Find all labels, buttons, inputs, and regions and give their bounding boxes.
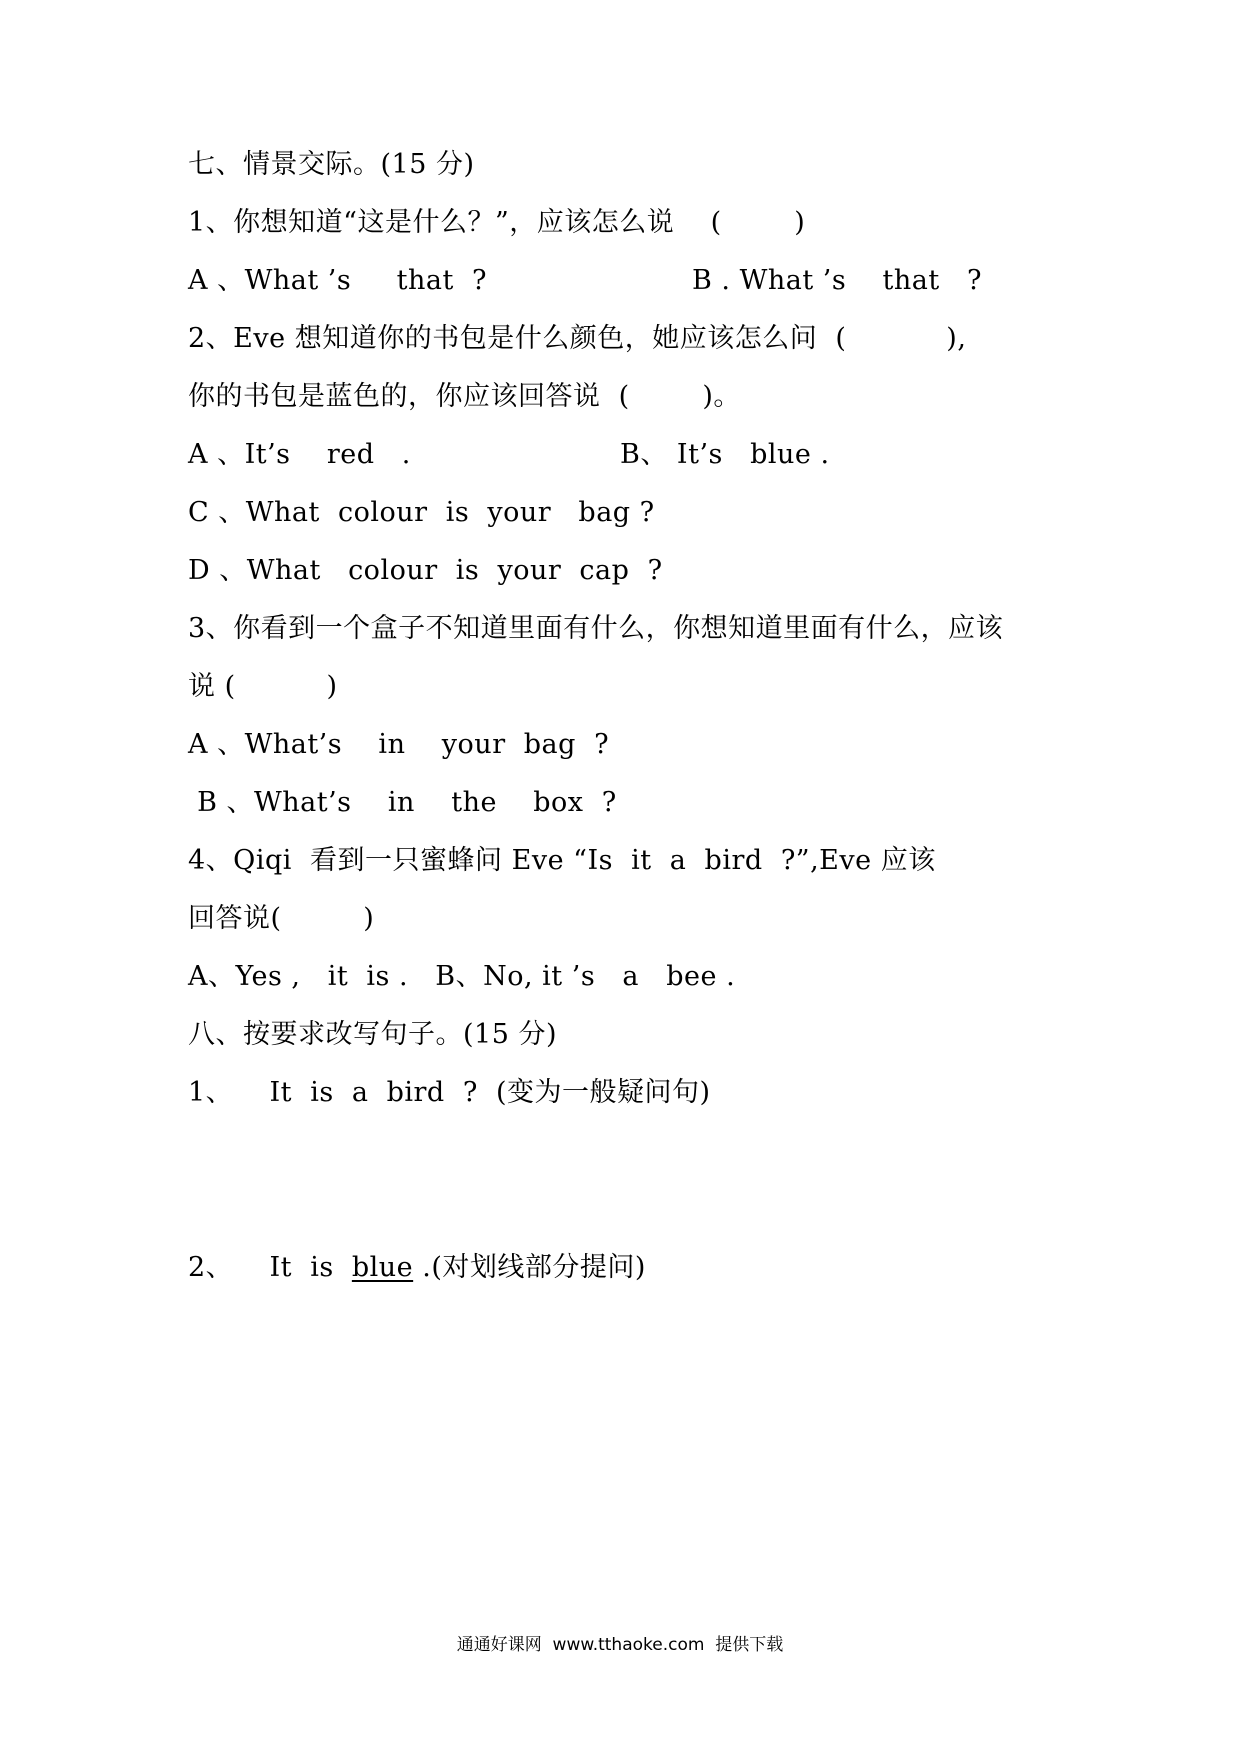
q2-question-line2: 你的书包是蓝色的，你应该回答说 ( )。: [188, 381, 741, 412]
q3-option-a: A 、What’s in your bag ?: [188, 729, 610, 760]
q1-option-a: A 、What ’s that ?: [188, 265, 487, 296]
s8-q2: [188, 1251, 646, 1285]
section-7-heading: 七、情景交际。(15 分): [188, 149, 475, 180]
s8-q2-suffix: .(对划线部分提问): [413, 1252, 646, 1283]
q4-question-line2: 回答说( ): [188, 903, 375, 934]
s8-q2-prefix: 2、 It is: [188, 1252, 352, 1283]
q4-options: A、Yes , it is . B、No, it ’s a bee .: [188, 961, 736, 992]
q1-option-b: B . What ’s that ?: [692, 265, 982, 296]
q2-question-line1: 2、Eve 想知道你的书包是什么颜色，她应该怎么问 ( ),: [188, 323, 967, 354]
q1-question: 1、你想知道“这是什么？”，应该怎么说 ( ): [188, 207, 806, 238]
q2-option-c: C 、What colour is your bag ?: [188, 497, 655, 528]
s8-q2-underlined-word: blue: [351, 1252, 414, 1283]
q2-option-a: A 、It’s red .: [188, 439, 411, 470]
footer-source-note: 通通好课网 www.tthaoke.com 提供下载: [456, 1635, 784, 1655]
q2-option-d: D 、What colour is your cap ?: [188, 555, 663, 586]
q3-option-b: B 、What’s in the box ?: [188, 787, 617, 818]
q3-question-line1: 3、你看到一个盒子不知道里面有什么，你想知道里面有什么，应该: [188, 613, 1004, 644]
q4-question-line1: 4、Qiqi 看到一只蜜蜂问 Eve “Is it a bird ?”,Eve 应该: [188, 845, 936, 876]
q3-question-line2: 说 ( ): [188, 671, 338, 702]
s8-q1: 1、 It is a bird ? (变为一般疑问句): [188, 1077, 711, 1108]
q2-option-b: B、 It’s blue .: [620, 439, 830, 470]
section-8-heading: 八、按要求改写句子。(15 分): [188, 1019, 558, 1050]
